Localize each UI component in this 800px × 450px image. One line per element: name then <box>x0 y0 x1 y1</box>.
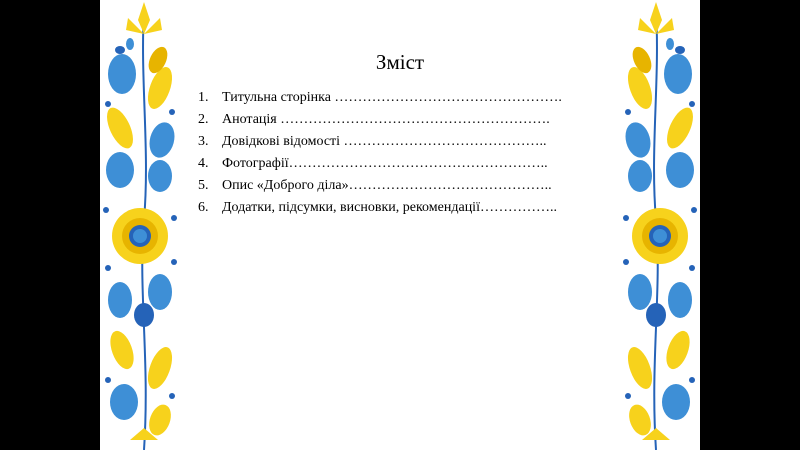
toc-item-text: Фотографії……………………………………………….. <box>222 156 548 171</box>
toc-item <box>198 87 562 109</box>
sunflower-icon <box>112 208 168 264</box>
leaf-icon <box>108 274 172 327</box>
leaf-icon <box>662 104 699 152</box>
sunflower-icon <box>632 208 688 264</box>
toc-item <box>198 153 562 175</box>
toc-item-text: Анотація …………………………………………………. <box>222 112 550 127</box>
page-title: Зміст <box>375 50 425 74</box>
table-of-contents <box>198 87 562 219</box>
leaf-icon <box>625 384 690 440</box>
toc-item <box>198 175 562 197</box>
toc-item <box>198 197 562 219</box>
flower-icon <box>638 2 674 34</box>
toc-item-number: 2. <box>198 112 209 127</box>
slide-page <box>100 0 700 450</box>
toc-item-text: Додатки, підсумки, висновки, рекомендації…………….. <box>222 200 557 215</box>
toc-item <box>198 109 562 131</box>
toc-item-text: Довідкові відомості …………………………………….. <box>222 134 547 149</box>
leaf-icon <box>110 384 175 440</box>
toc-item-text: Опис «Доброго діла»…………………………………….. <box>222 178 552 193</box>
toc-item-number: 3. <box>198 134 209 149</box>
toc-item-number: 6. <box>198 200 209 215</box>
leaf-icon <box>102 104 139 152</box>
toc-item-number: 5. <box>198 178 209 193</box>
leaf-icon <box>628 274 692 327</box>
toc-item-number: 4. <box>198 156 209 171</box>
leaf-icon <box>623 328 694 392</box>
flower-icon <box>126 2 162 34</box>
toc-item <box>198 131 562 153</box>
toc-item-number: 1. <box>198 90 209 105</box>
toc-item-text: Титульна сторінка …………………………………………. <box>222 90 562 105</box>
leaf-icon <box>106 328 177 392</box>
